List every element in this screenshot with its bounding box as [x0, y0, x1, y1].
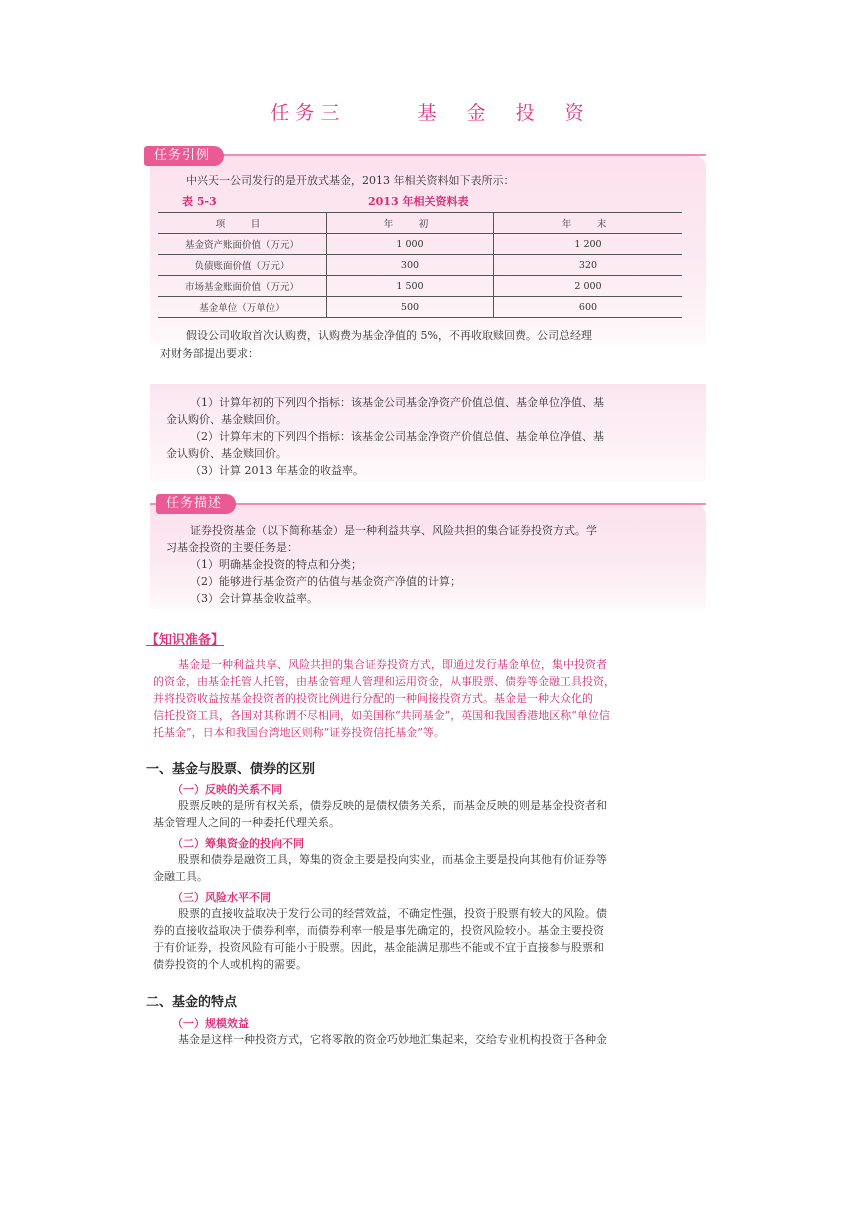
table-row: [158, 276, 682, 297]
table-row: [158, 255, 682, 276]
part1-sub2-line: 股票和债券是融资工具，筹集的资金主要是投向实业，而基金主要是投向其他有价证券等: [178, 853, 607, 866]
fund-data-table: [158, 212, 682, 318]
requirement-2a: （2）计算年末的下列四个指标：该基金公司基金净资产价值总值、基金单位净值、基: [190, 430, 604, 443]
part1-sub3-line: 股票的直接收益取决于发行公司的经营效益，不确定性强，投资于股票有较大的风险。债: [178, 907, 607, 920]
part1-sub2-heading: （二）筹集资金的投向不同: [172, 837, 304, 850]
row-start-value: 500: [327, 297, 494, 318]
part2-sub1-line: 基金是这样一种投资方式，它将零散的资金巧妙地汇集起来，交给专业机构投资于各种金: [178, 1033, 607, 1046]
knowledge-line: 并将投资收益按基金投资者的投资比例进行分配的一种间接投资方式。基金是一种大众化的: [153, 692, 593, 705]
part2-heading: 二、基金的特点: [146, 995, 238, 1010]
row-end-value: 320: [494, 255, 683, 276]
row-label: 基金单位（万单位）: [158, 297, 327, 318]
row-end-value: 2 000: [494, 276, 683, 297]
page-title: 任务三 基 金 投 资: [270, 102, 590, 124]
description-tag: 任务描述: [156, 494, 236, 514]
description-item-1: （1）明确基金投资的特点和分类；: [190, 558, 362, 571]
part1-sub3-heading: （三）风险水平不同: [172, 891, 271, 904]
header-end: 年 末: [494, 213, 683, 234]
case-intro: 中兴天一公司发行的是开放式基金，2013 年相关资料如下表所示：: [186, 174, 515, 187]
row-label: 市场基金账面价值（万元）: [158, 276, 327, 297]
part1-sub3-line: 券的直接收益取决于债券利率，而债券利率一般是事先确定的，投资风险较小。基金主要投资: [153, 924, 604, 937]
knowledge-line: 信托投资工具，各国对其称谓不尽相同，如美国称“共同基金”，英国和我国香港地区称“单位信: [153, 709, 610, 722]
table-label: 表 5-3: [182, 195, 217, 208]
row-label: 基金资产账面价值（万元）: [158, 234, 327, 255]
case-divider: [150, 154, 706, 156]
part2-sub1-heading: （一）规模效益: [172, 1017, 249, 1030]
part1-sub1-line: 基金管理人之间的一种委托代理关系。: [153, 816, 340, 829]
description-line-1: 证券投资基金（以下简称基金）是一种利益共享、风险共担的集合证券投资方式。学: [190, 524, 597, 537]
requirement-2b: 金认购价、基金赎回价。: [166, 447, 287, 460]
part1-sub1-heading: （一）反映的关系不同: [172, 783, 282, 796]
row-end-value: 600: [494, 297, 683, 318]
requirement-1a: （1）计算年初的下列四个指标：该基金公司基金净资产价值总值、基金单位净值、基: [190, 396, 604, 409]
row-start-value: 1 500: [327, 276, 494, 297]
part1-sub2-line: 金融工具。: [153, 870, 208, 883]
row-start-value: 1 000: [327, 234, 494, 255]
part1-sub3-line: 于有价证券，投资风险有可能小于股票。因此，基金能满足那些不能或不宜于直接参与股票和: [153, 941, 604, 954]
requirement-3: （3）计算 2013 年基金的收益率。: [190, 464, 364, 477]
description-item-3: （3）会计算基金收益率。: [190, 592, 318, 605]
table-header-row: [158, 213, 682, 234]
description-item-2: （2）能够进行基金资产的估值与基金资产净值的计算；: [190, 575, 461, 588]
part1-sub1-line: 股票反映的是所有权关系，债券反映的是债权债务关系，而基金反映的则是基金投资者和: [178, 799, 607, 812]
table-title: 2013 年相关资料表: [368, 195, 469, 208]
table-row: [158, 297, 682, 318]
assumption-line-2: 对财务部提出要求：: [160, 347, 259, 360]
description-line-2: 习基金投资的主要任务是：: [166, 541, 298, 554]
knowledge-line: 托基金”，日本和我国台湾地区则称“证券投资信托基金”等。: [153, 726, 445, 739]
knowledge-line: 的资金，由基金托管人托管，由基金管理人管理和运用资金，从事股票、债券等金融工具投资，: [153, 675, 615, 688]
assumption-line-1: 假设公司收取首次认购费，认购费为基金净值的 5%，不再收取赎回费。公司总经理: [186, 329, 592, 342]
case-tag: 任务引例: [144, 146, 224, 166]
knowledge-heading: 【知识准备】: [146, 633, 225, 648]
part1-sub3-line: 债券投资的个人或机构的需要。: [153, 958, 307, 971]
row-start-value: 300: [327, 255, 494, 276]
knowledge-line: 基金是一种利益共享、风险共担的集合证券投资方式，即通过发行基金单位，集中投资者: [178, 658, 607, 671]
part1-heading: 一、基金与股票、债券的区别: [146, 762, 316, 777]
requirement-1b: 金认购价、基金赎回价。: [166, 413, 287, 426]
row-end-value: 1 200: [494, 234, 683, 255]
header-item: 项 目: [158, 213, 327, 234]
header-start: 年 初: [327, 213, 494, 234]
table-row: [158, 234, 682, 255]
row-label: 负债账面价值（万元）: [158, 255, 327, 276]
